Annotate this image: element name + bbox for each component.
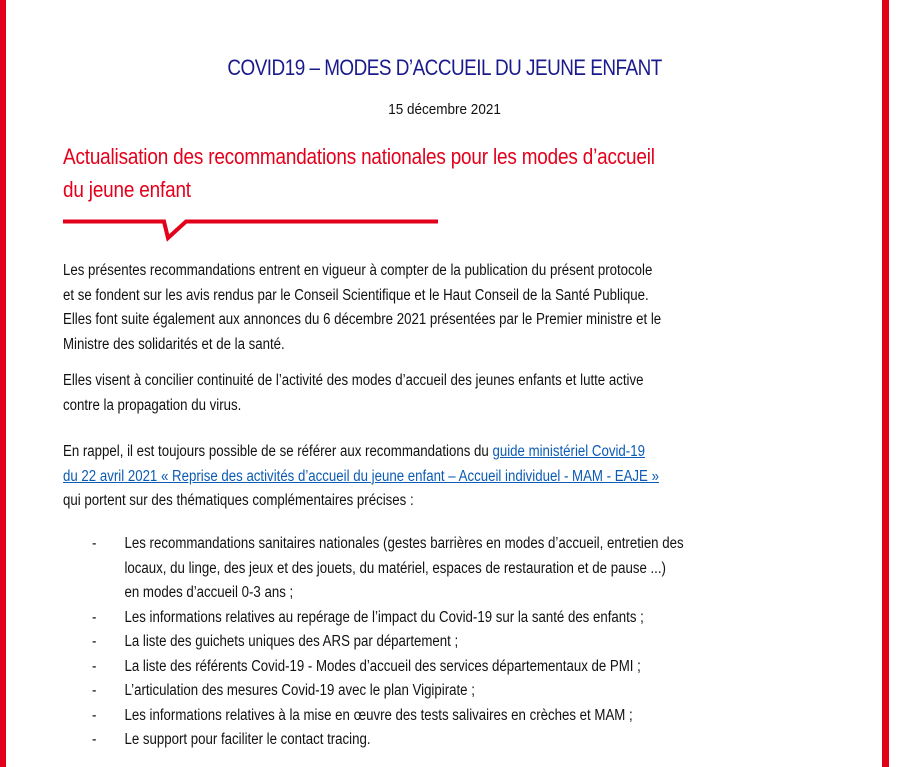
list-item-text: La liste des guichets uniques des ARS par département ; (124, 633, 459, 650)
list-item (92, 704, 862, 729)
list-item-text: La liste des référents Covid-19 - Modes d’accueil des services départementaux de PMI ; (124, 657, 641, 675)
dash-bullet-icon: - (92, 657, 97, 675)
section-heading-line: Actualisation des recommandations nationales pour les modes d’accueil (63, 144, 655, 169)
guide-link-continued[interactable]: du 22 avril 2021 « Reprise des activités d’accueil du jeune enfant – Accueil individuel - MAM - EAJE » (63, 467, 659, 485)
dash-bullet-icon: - (92, 633, 97, 650)
dash-bullet-icon: - (92, 682, 97, 699)
list-item (92, 655, 862, 680)
list-item-text: Les recommandations sanitaires nationales (gestes barrières en modes d’accueil, entretien des (124, 535, 684, 552)
guide-link[interactable]: guide ministériel Covid-19 (492, 443, 645, 460)
paragraph-line: et se fondent sur les avis rendus par le Conseil Scientifique et le Haut Conseil de la Santé Publique. (63, 286, 649, 304)
paragraph-intro (63, 259, 833, 357)
list-item (92, 532, 862, 606)
list-item-text: Les informations relatives au repérage de l’impact du Covid-19 sur la santé des enfants ; (124, 608, 644, 626)
paragraph-text: qui portent sur des thématiques complémentaires précises : (63, 492, 414, 509)
list-item-text: L’articulation des mesures Covid-19 avec le plan Vigipirate ; (124, 682, 475, 699)
dash-bullet-icon: - (92, 731, 97, 748)
list-item (92, 630, 862, 655)
list-item-text: locaux, du linge, des jeux et des jouets, du matériel, espaces de restauration et de pause ...) (124, 559, 666, 577)
dash-bullet-icon: - (92, 535, 97, 552)
paragraph-line: Elles visent à concilier continuité de l’activité des modes d’accueil des jeunes enfants et lutte active (63, 372, 644, 389)
list-item (92, 728, 862, 753)
document-date: 15 décembre 2021 (388, 101, 501, 118)
paragraph-objectives (63, 369, 833, 418)
document-title: COVID19 – MODES D’ACCUEIL DU JEUNE ENFANT (227, 55, 662, 80)
dash-bullet-icon: - (92, 706, 97, 724)
section-heading-line: du jeune enfant (63, 177, 191, 202)
paragraph-line: Ministre des solidarités et de la santé. (63, 335, 285, 353)
list-item-text: en modes d’accueil 0-3 ans ; (124, 584, 294, 601)
list-item-text: Les informations relatives à la mise en œuvre des tests salivaires en crèches et MAM ; (124, 706, 633, 724)
page-border-left (0, 0, 6, 767)
page-border-right (882, 0, 889, 767)
paragraph-reminder (63, 440, 833, 514)
section-heading (63, 140, 751, 206)
paragraph-text: En rappel, il est toujours possible de se référer aux recommandations du (63, 443, 493, 460)
topics-list (92, 532, 862, 753)
list-item-text: Le support pour faciliter le contact tracing. (124, 731, 371, 748)
dash-bullet-icon: - (92, 608, 97, 626)
paragraph-line: contre la propagation du virus. (63, 396, 242, 414)
paragraph-line: Elles font suite également aux annonces du 6 décembre 2021 présentées par le Premier ministre et le (63, 311, 662, 328)
paragraph-line: Les présentes recommandations entrent en vigueur à compter de la publication du présent protocole (63, 262, 653, 279)
list-item (92, 606, 862, 631)
list-item (92, 679, 862, 704)
